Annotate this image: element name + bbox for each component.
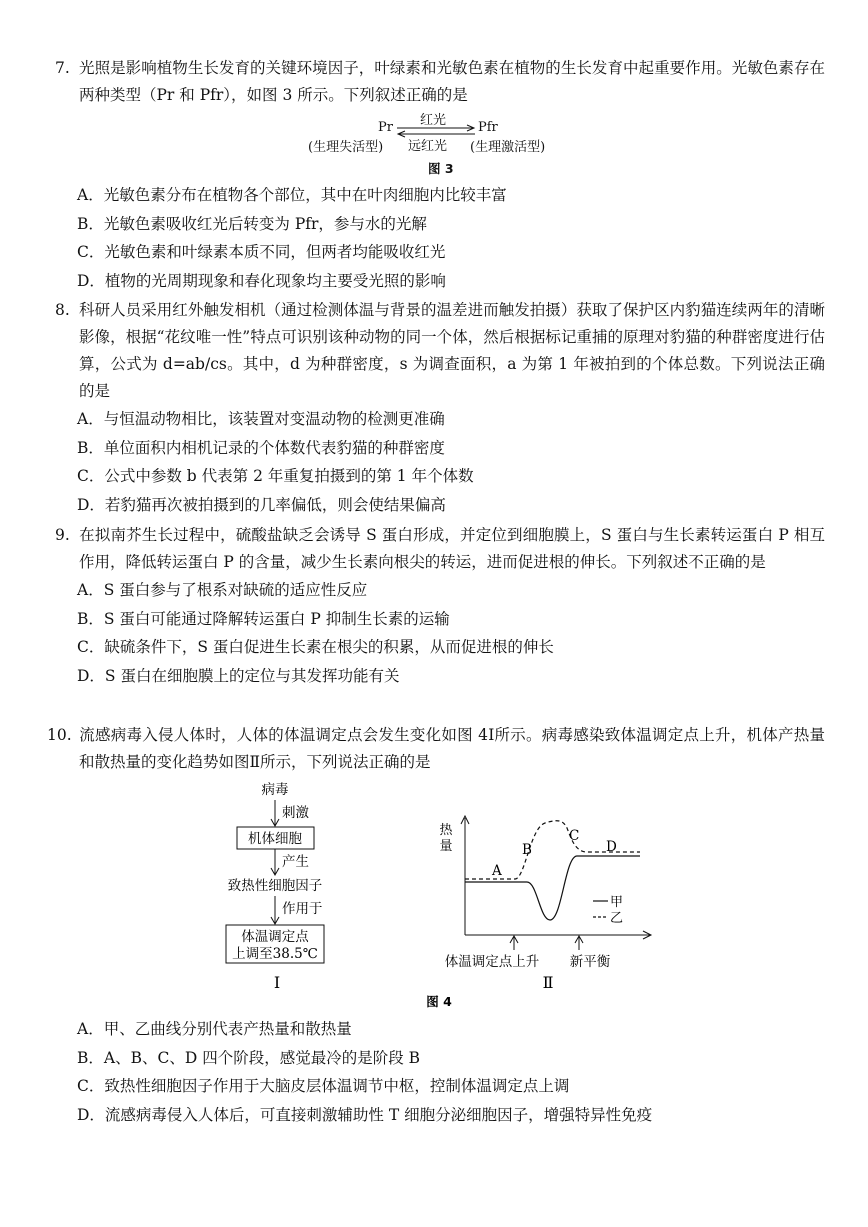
far-red-light-label: 远红光 xyxy=(408,139,448,154)
flow-edge-act-on: 作用于 xyxy=(282,901,323,917)
part-label-i: Ⅰ xyxy=(273,973,281,992)
active-note: (生理激活型) xyxy=(470,140,546,155)
question-8 xyxy=(55,297,825,519)
figure-caption: 图 3 xyxy=(428,161,454,176)
question-7-options xyxy=(55,181,825,295)
y-axis-label-1: 热 xyxy=(439,823,453,838)
flow-node-setpoint-1: 体温调定点 xyxy=(241,929,309,945)
part-label-ii: Ⅱ xyxy=(542,973,554,992)
question-stem: 科研人员采用红外触发相机（通过检测体温与背景的温差进而触发拍摄）获取了保护区内豹猫连续两年的清晰影像，根据“花纹唯一性”特点可识别该种动物的同一个体，然后根据标记重捕的原理对豹猫的种群密度进行估算，公式为 d=ab/cs。其中，d 为种群密度，s 为调查面积，a 为第 1 年被拍到的个体总数。下列说法正确的是 xyxy=(79,301,825,400)
stage-c-label: C xyxy=(569,828,580,844)
flow-node-cytokine: 致热性细胞因子 xyxy=(227,878,323,894)
marker-1-label: 体温调定点上升 xyxy=(444,954,540,970)
flow-node-virus: 病毒 xyxy=(261,782,289,798)
flow-node-cell: 机体细胞 xyxy=(248,831,302,847)
question-number: 9. xyxy=(55,526,70,544)
question-number: 7. xyxy=(55,59,70,77)
option-b: B．光敏色素吸收红光后转变为 Pfr，参与水的光解 xyxy=(77,214,427,233)
question-10-options xyxy=(55,1015,825,1129)
red-light-label: 红光 xyxy=(420,113,447,128)
pr-label: Pr xyxy=(378,120,393,135)
stage-b-label: B xyxy=(522,842,532,858)
flow-edge-stimulate: 刺激 xyxy=(282,805,309,821)
figure-3 xyxy=(300,113,580,176)
option-d: D．流感病毒侵入人体后，可直接刺激辅助性 T 细胞分泌细胞因子，增强特异性免疫 xyxy=(77,1105,653,1124)
option-a: A．与恒温动物相比，该装置对变温动物的检测更准确 xyxy=(77,410,445,428)
stage-a-label: A xyxy=(492,863,502,879)
question-9 xyxy=(55,522,825,690)
option-b: B．S 蛋白可能通过降解转运蛋白 P 抑制生长素的运输 xyxy=(77,609,450,628)
question-7 xyxy=(55,55,825,109)
option-d: D．S 蛋白在细胞膜上的定位与其发挥功能有关 xyxy=(77,666,400,685)
legend-jia: 甲 xyxy=(610,895,624,910)
option-a: A．S 蛋白参与了根系对缺硫的适应性反应 xyxy=(77,581,368,599)
stage-d-label: D xyxy=(606,839,617,855)
figure-4 xyxy=(215,778,665,1018)
question-stem: 光照是影响植物生长发育的关键环境因子，叶绿素和光敏色素在植物的生长发育中起重要作用。光敏色素存在两种类型（Pr 和 Pfr），如图 3 所示。下列叙述正确的是 xyxy=(79,59,825,104)
option-c: C．致热性细胞因子作用于大脑皮层体温调节中枢，控制体温调定点上调 xyxy=(77,1077,570,1095)
legend-yi: 乙 xyxy=(610,911,624,926)
figure-4-drawing xyxy=(215,778,665,1018)
option-c: C．公式中参数 b 代表第 2 年重复拍摄到的第 1 年个体数 xyxy=(77,467,474,485)
question-number: 10. xyxy=(47,726,72,744)
option-a: A．甲、乙曲线分别代表产热量和散热量 xyxy=(77,1020,352,1038)
option-c: C．光敏色素和叶绿素本质不同，但两者均能吸收红光 xyxy=(77,243,446,261)
question-stem: 在拟南芥生长过程中，硫酸盐缺乏会诱导 S 蛋白形成，并定位到细胞膜上，S 蛋白与生长素转运蛋白 P 相互作用，降低转运蛋白 P 的含量，减少生长素向根尖的转运，进而促进根的伸长。下列叙述不正确的是 xyxy=(79,526,825,571)
flow-node-setpoint-2: 上调至38.5℃ xyxy=(232,946,318,962)
question-10 xyxy=(47,722,825,776)
figure-caption: 图 4 xyxy=(426,994,452,1009)
option-b: B．A、B、C、D 四个阶段，感觉最冷的是阶段 B xyxy=(77,1048,421,1067)
reversible-arrow-icon xyxy=(395,123,477,139)
option-a: A．光敏色素分布在植物各个部位，其中在叶肉细胞内比较丰富 xyxy=(77,186,507,204)
flow-edge-produce: 产生 xyxy=(282,854,309,870)
option-d: D．植物的光周期现象和春化现象均主要受光照的影响 xyxy=(77,271,446,290)
inactive-note: (生理失活型) xyxy=(308,140,384,155)
option-d: D．若豹猫再次被拍摄到的几率偏低，则会使结果偏高 xyxy=(77,495,446,514)
question-stem: 流感病毒入侵人体时，人体的体温调定点会发生变化如图 4Ⅰ所示。病毒感染致体温调定点上升，机体产热量和散热量的变化趋势如图Ⅱ所示，下列说法正确的是 xyxy=(79,726,825,771)
heat-graph xyxy=(439,816,651,992)
question-number: 8. xyxy=(55,301,70,319)
option-b: B．单位面积内相机记录的个体数代表豹猫的种群密度 xyxy=(77,438,445,457)
marker-2-label: 新平衡 xyxy=(569,954,611,970)
flow-diagram xyxy=(226,781,324,992)
option-c: C．缺硫条件下，S 蛋白促进生长素在根尖的积累，从而促进根的伸长 xyxy=(77,638,554,656)
pfr-label: Pfr xyxy=(478,120,498,135)
y-axis-label-2: 量 xyxy=(439,839,453,854)
